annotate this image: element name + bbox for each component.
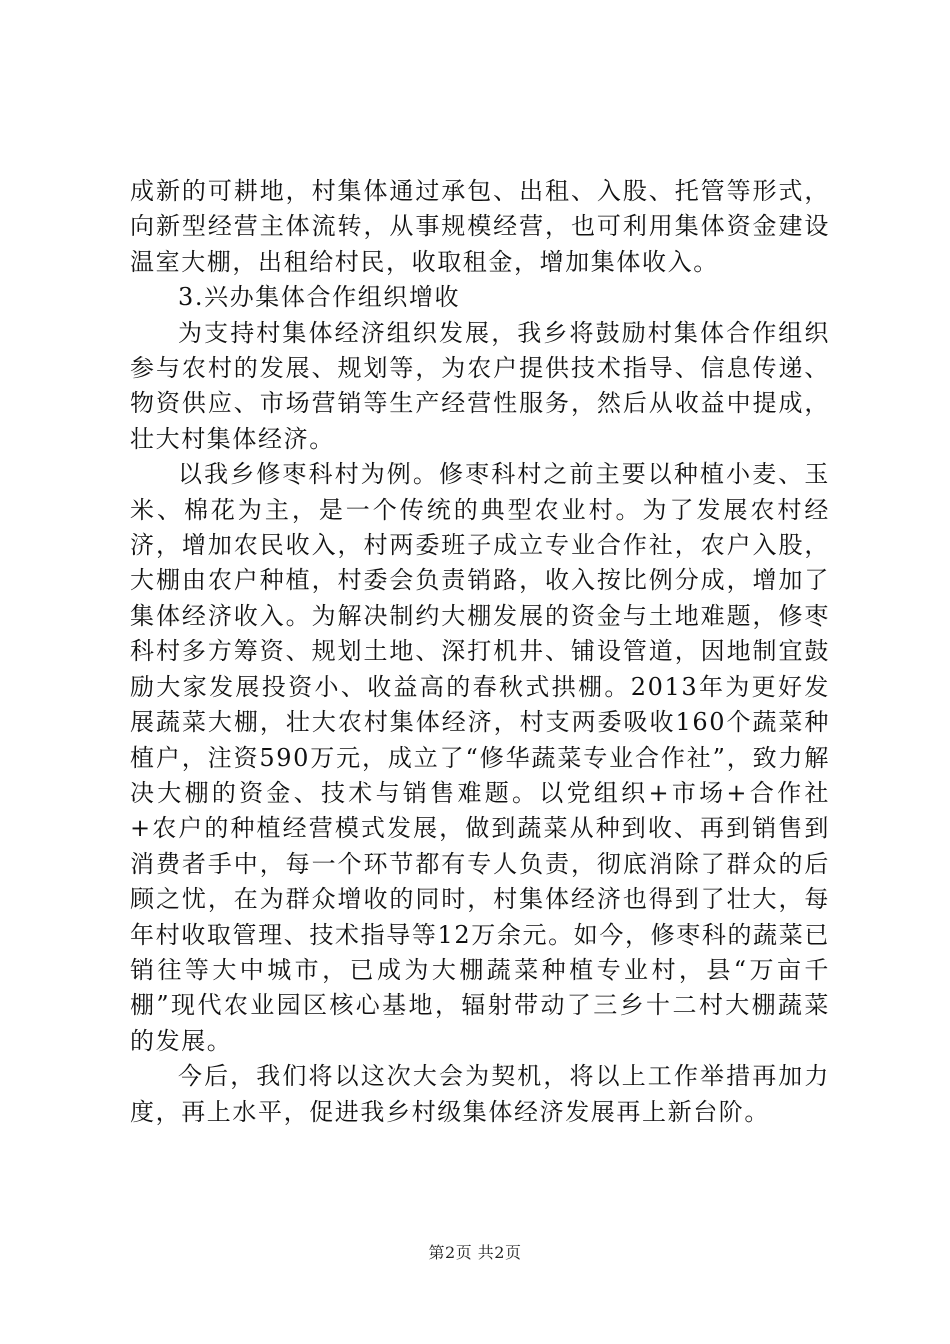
paragraph-village-example: 以我乡修枣科村为例。修枣科村之前主要以种植小麦、玉米、棉花为主，是一个传统的典型农业村。为了发展农村经济，增加农民收入，村两委班子成立专业合作社，农户入股，大棚由农户种植，村委会负责销路，收入按比例分成，增加了集体经济收入。为解决制约大棚发展的资金与土地难题，修枣科村多方筹资、规划土地、深打机井、铺设管道，因地制宜鼓励大家发展投资小、收益高的春秋式拱棚。2013年为更好发展蔬菜大棚，壮大农村集体经济，村支两委吸收160个蔬菜种植户，注资590万元，成立了“修华蔬菜专业合作社”，致力解决大棚的资金、技术与销售难题。以党组织+市场+合作社+农户的种植经营模式发展，做到蔬菜从种到收、再到销售到消费者手中，每一个环节都有专人负责，彻底消除了群众的后顾之忧，在为群众增收的同时，村集体经济也得到了壮大，每年村收取管理、技术指导等12万余元。如今，修枣科的蔬菜已销往等大中城市，已成为大棚蔬菜种植专业村，县“万亩千棚”现代农业园区核心基地，辐射带动了三乡十二村大棚蔬菜的发展。 (130, 460, 830, 1055)
section-heading: 3.兴办集体合作组织增收 (178, 283, 461, 312)
page-footer: 第2页 共2页 (428, 1243, 522, 1262)
paragraph-continuation: 成新的可耕地，村集体通过承包、出租、入股、托管等形式，向新型经营主体流转，从事规模经营，也可利用集体资金建设温室大棚，出租给村民，收取租金，增加集体收入。 (130, 177, 830, 276)
paragraph-cooperative-support: 为支持村集体经济组织发展，我乡将鼓励村集体合作组织参与农村的发展、规划等，为农户提供技术指导、信息传递、物资供应、市场营销等生产经营性服务，然后从收益中提成，壮大村集体经济。 (130, 318, 830, 453)
paragraph-conclusion: 今后，我们将以这次大会为契机，将以上工作举措再加力度，再上水平，促进我乡村级集体经济发展再上新台阶。 (130, 1062, 830, 1126)
document-body (130, 174, 830, 1130)
